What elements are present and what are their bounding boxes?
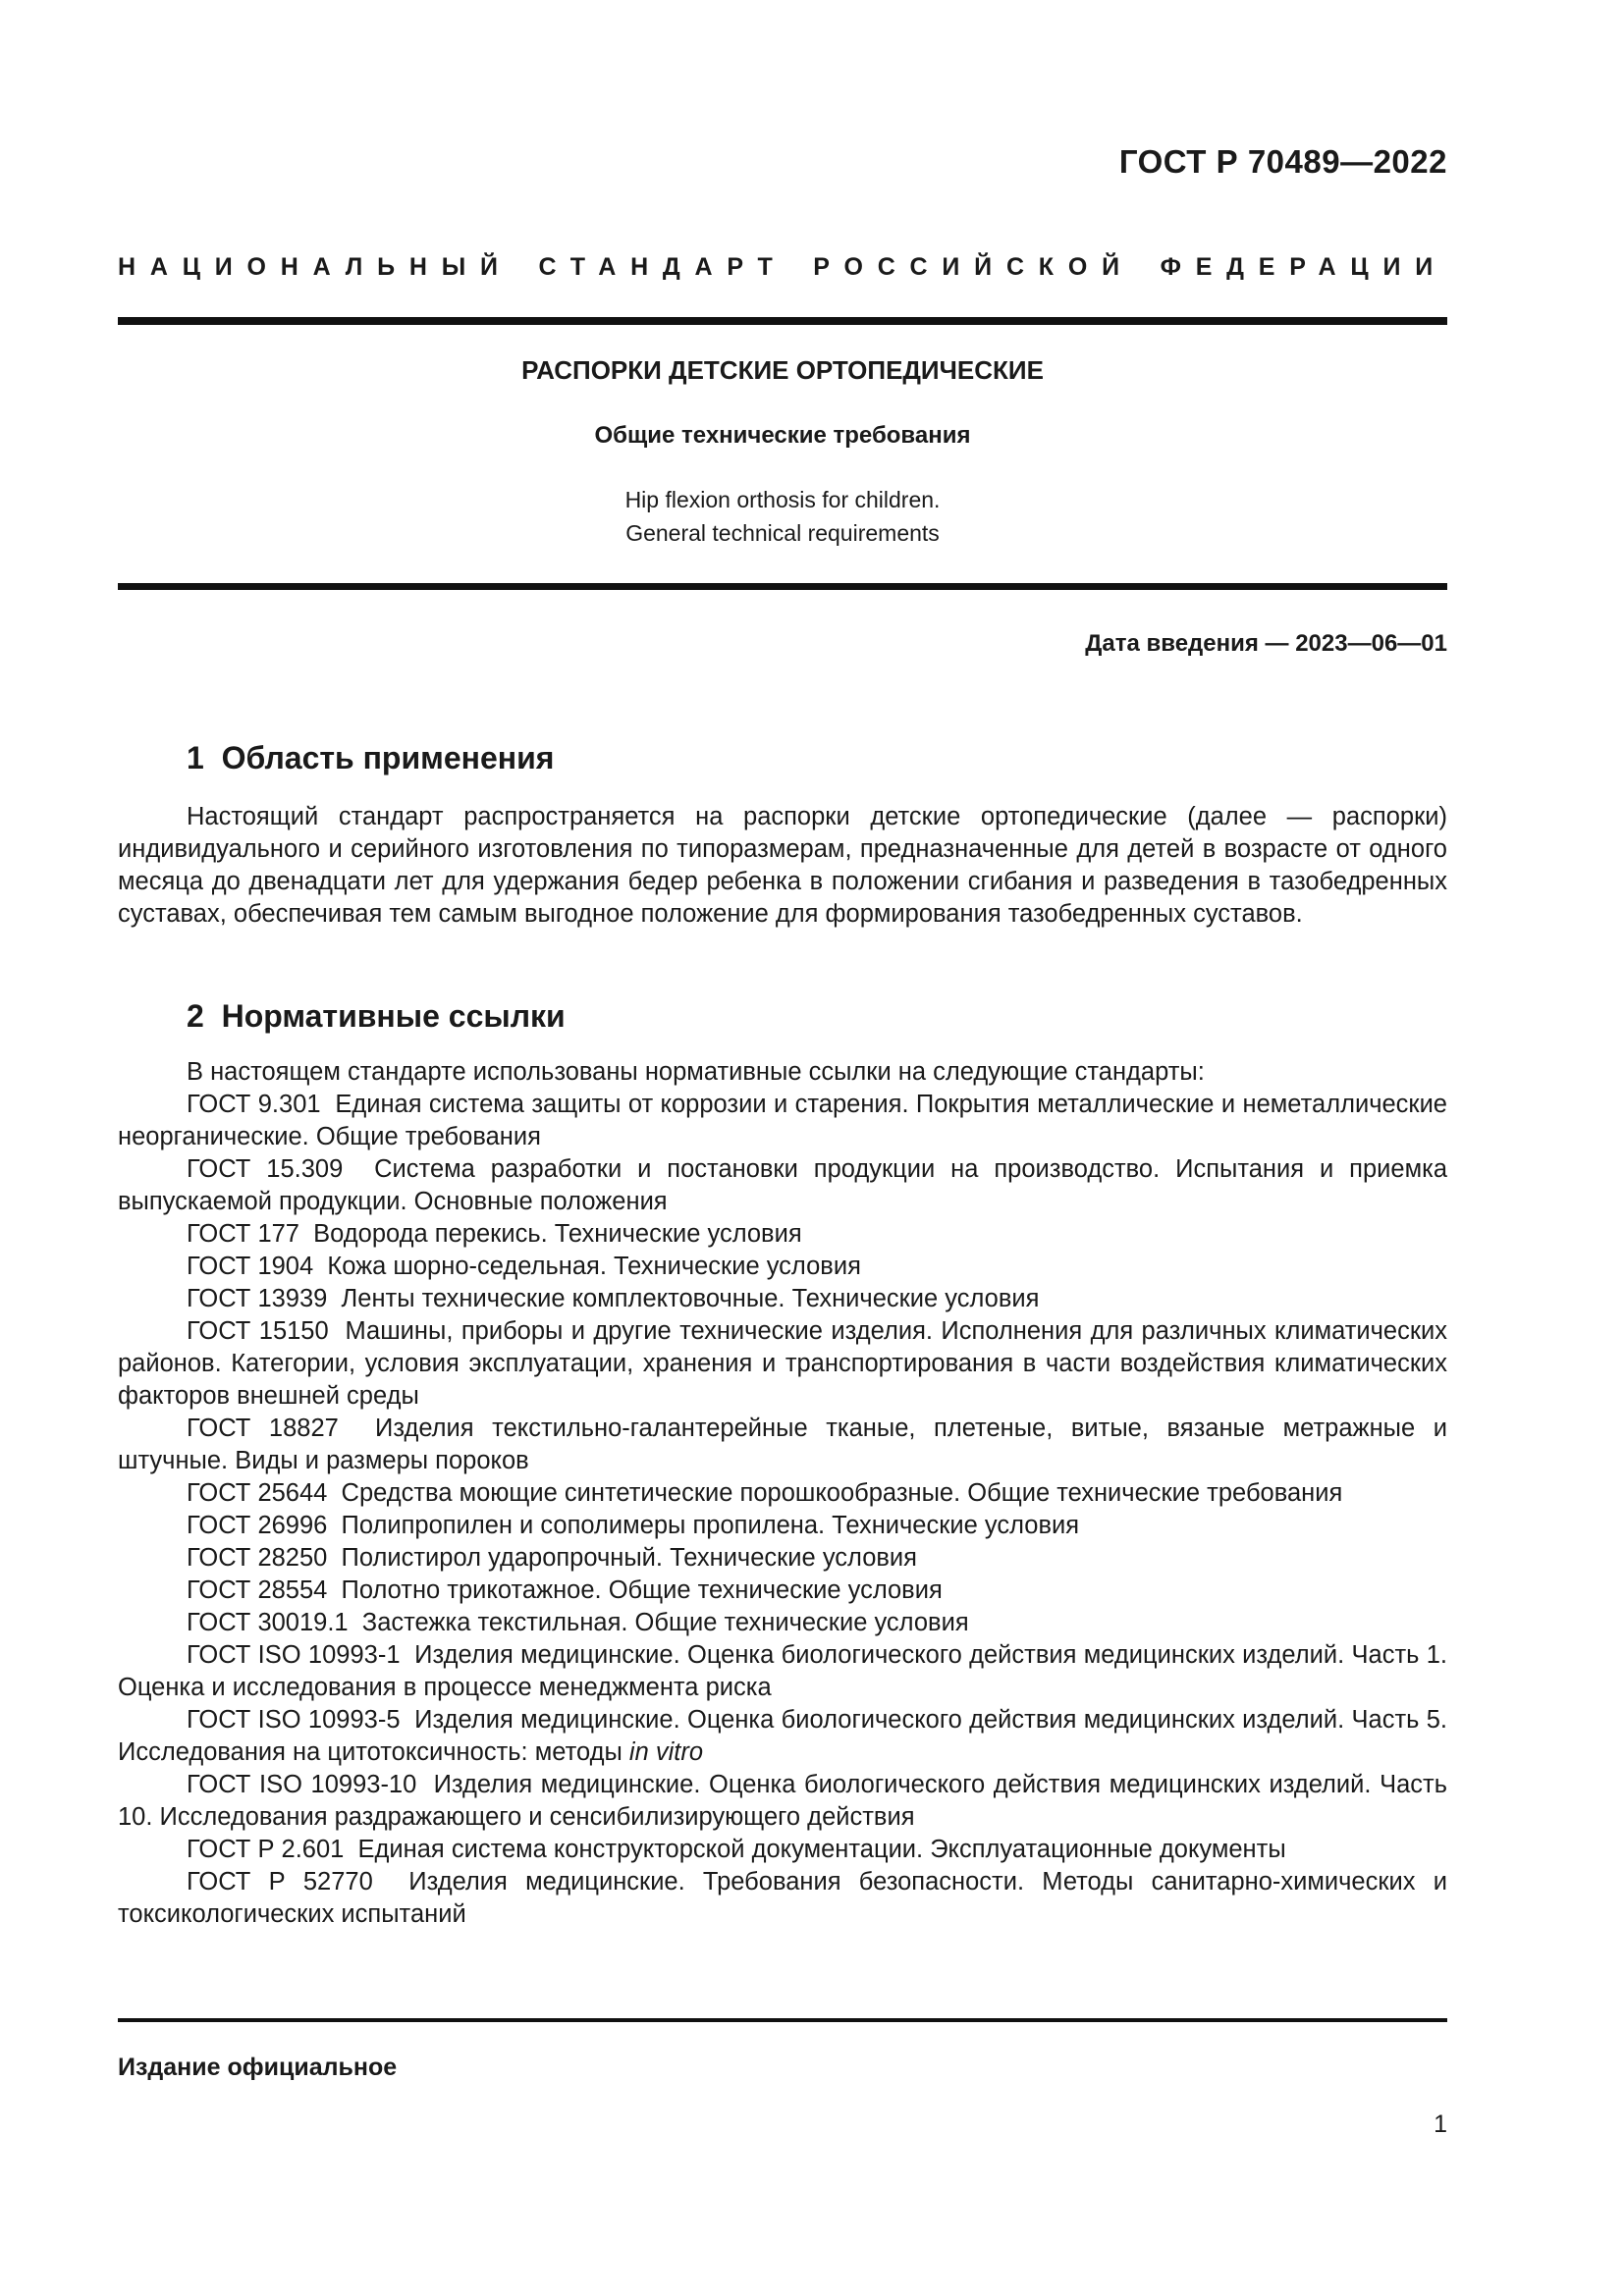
document-title: РАСПОРКИ ДЕТСКИЕ ОРТОПЕДИЧЕСКИЕ xyxy=(521,355,1044,385)
section-2-intro: В настоящем стандарте использованы нормативные ссылки на следующие стандарты: xyxy=(187,1058,1205,1086)
reference-item xyxy=(118,1315,1447,1413)
reference-title: Полипропилен и сополимеры пропилена. Технические условия xyxy=(341,1512,1080,1539)
reference-item xyxy=(118,1218,1447,1251)
reference-code: ГОСТ 9.301 xyxy=(187,1091,321,1118)
reference-code: ГОСТ 18827 xyxy=(187,1415,339,1442)
reference-code: ГОСТ 25644 xyxy=(187,1479,328,1507)
reference-title: Полотно трикотажное. Общие технические условия xyxy=(341,1576,943,1604)
national-standard-heading: НАЦИОНАЛЬНЫЙ СТАНДАРТ РОССИЙСКОЙ ФЕДЕРАЦИИ xyxy=(118,253,1447,281)
reference-title: Система разработки и постановки продукции на производство. Испытания и приемка выпускаемой продукции. Основные положения xyxy=(118,1155,1447,1215)
reference-code: ГОСТ 15.309 xyxy=(187,1155,344,1183)
reference-item xyxy=(118,1769,1447,1834)
standard-designation: ГОСТ Р 70489—2022 xyxy=(1118,143,1447,180)
reference-title: Кожа шорно-седельная. Технические условия xyxy=(327,1253,861,1280)
reference-item xyxy=(118,1510,1447,1542)
reference-code: ГОСТ Р 52770 xyxy=(187,1868,373,1896)
introduction-date: Дата введения — 2023—06—01 xyxy=(1085,630,1447,657)
reference-code: ГОСТ ISO 10993-10 xyxy=(187,1771,417,1798)
reference-item xyxy=(118,1639,1447,1704)
reference-code: ГОСТ Р 2.601 xyxy=(187,1836,345,1863)
reference-item xyxy=(118,1575,1447,1607)
reference-code: ГОСТ 15150 xyxy=(187,1317,329,1345)
reference-code: ГОСТ ISO 10993-1 xyxy=(187,1641,401,1669)
official-edition-label: Издание официальное xyxy=(118,2054,398,2081)
reference-item xyxy=(118,1542,1447,1575)
reference-title: Водорода перекись. Технические условия xyxy=(313,1220,802,1248)
reference-title: Изделия медицинские. Требования безопасности. Методы санитарно-химических и токсикологических испытаний xyxy=(118,1868,1447,1928)
reference-title: Застежка текстильная. Общие технические условия xyxy=(361,1609,969,1636)
reference-item xyxy=(118,1283,1447,1315)
reference-title: Машины, приборы и другие технические изделия. Исполнения для различных климатических районов. Категории, условия эксплуатации, хранения и транспортирования в части воздействия климатических факторов внешней среды xyxy=(118,1317,1448,1410)
section-1-paragraph: Настоящий стандарт распространяется на распорки детские ортопедические (далее — распорки) индивидуального и серийного изготовления по типоразмерам, предназначенные для детей в возрасте от одного месяца до двенадцати лет для удержания бедер ребенка в положении сгибания и разведения в тазобедренных суставах, обеспечивая тем самым выгодное положение для формирования тазобедренных суставов. xyxy=(118,803,1447,928)
reference-code: ГОСТ 177 xyxy=(187,1220,299,1248)
reference-title: Единая система защиты от коррозии и старения. Покрытия металлические и неметаллические неорганические. Общие требования xyxy=(118,1091,1447,1150)
reference-item xyxy=(118,1089,1447,1153)
reference-item xyxy=(118,1251,1447,1283)
reference-item xyxy=(118,1607,1447,1639)
english-title-line-2: General technical requirements xyxy=(625,520,940,546)
reference-item xyxy=(118,1153,1447,1218)
reference-title: Ленты технические комплектовочные. Технические условия xyxy=(341,1285,1040,1312)
section-2-heading: 2 Нормативные ссылки xyxy=(187,998,566,1034)
reference-title: Единая система конструкторской документации. Эксплуатационные документы xyxy=(357,1836,1286,1863)
reference-title: Изделия медицинские. Оценка биологического действия медицинских изделий. Часть 1. Оценка и исследования в процессе менеджмента риска xyxy=(118,1641,1447,1701)
reference-code: ГОСТ ISO 10993-5 xyxy=(187,1706,401,1734)
reference-code: ГОСТ 13939 xyxy=(187,1285,328,1312)
section-1-heading: 1 Область применения xyxy=(187,740,555,775)
reference-item xyxy=(118,1834,1447,1866)
section-2-body xyxy=(118,1056,1447,1931)
reference-title: Полистирол ударопрочный. Технические условия xyxy=(341,1544,917,1572)
reference-title: Изделия текстильно-галантерейные тканые, плетеные, витые, вязаные метражные и штучные. Виды и размеры пороков xyxy=(118,1415,1447,1474)
reference-code: ГОСТ 1904 xyxy=(187,1253,314,1280)
document-subtitle: Общие технические требования xyxy=(594,422,971,449)
section-1-body xyxy=(118,801,1447,931)
reference-item xyxy=(118,1866,1447,1931)
reference-italic-term: in vitro xyxy=(628,1738,704,1766)
page-number: 1 xyxy=(1434,2110,1447,2138)
reference-code: ГОСТ 28250 xyxy=(187,1544,328,1572)
reference-title: Изделия медицинские. Оценка биологического действия медицинских изделий. Часть 5. Исследования на цитотоксичность: методы xyxy=(118,1706,1447,1766)
english-title xyxy=(118,483,1447,550)
english-title-line-1: Hip flexion orthosis for children. xyxy=(624,487,941,512)
reference-title: Изделия медицинские. Оценка биологического действия медицинских изделий. Часть 10. Исследования раздражающего и сенсибилизирующего действия xyxy=(118,1771,1448,1831)
reference-title: Средства моющие синтетические порошкообразные. Общие технические требования xyxy=(341,1479,1343,1507)
footer-rule xyxy=(118,2018,1447,2022)
reference-code: ГОСТ 26996 xyxy=(187,1512,328,1539)
title-rule xyxy=(118,583,1447,590)
header-rule xyxy=(118,317,1447,325)
reference-code: ГОСТ 30019.1 xyxy=(187,1609,349,1636)
reference-item xyxy=(118,1477,1447,1510)
reference-item xyxy=(118,1413,1447,1477)
reference-code: ГОСТ 28554 xyxy=(187,1576,328,1604)
reference-item xyxy=(118,1704,1447,1769)
